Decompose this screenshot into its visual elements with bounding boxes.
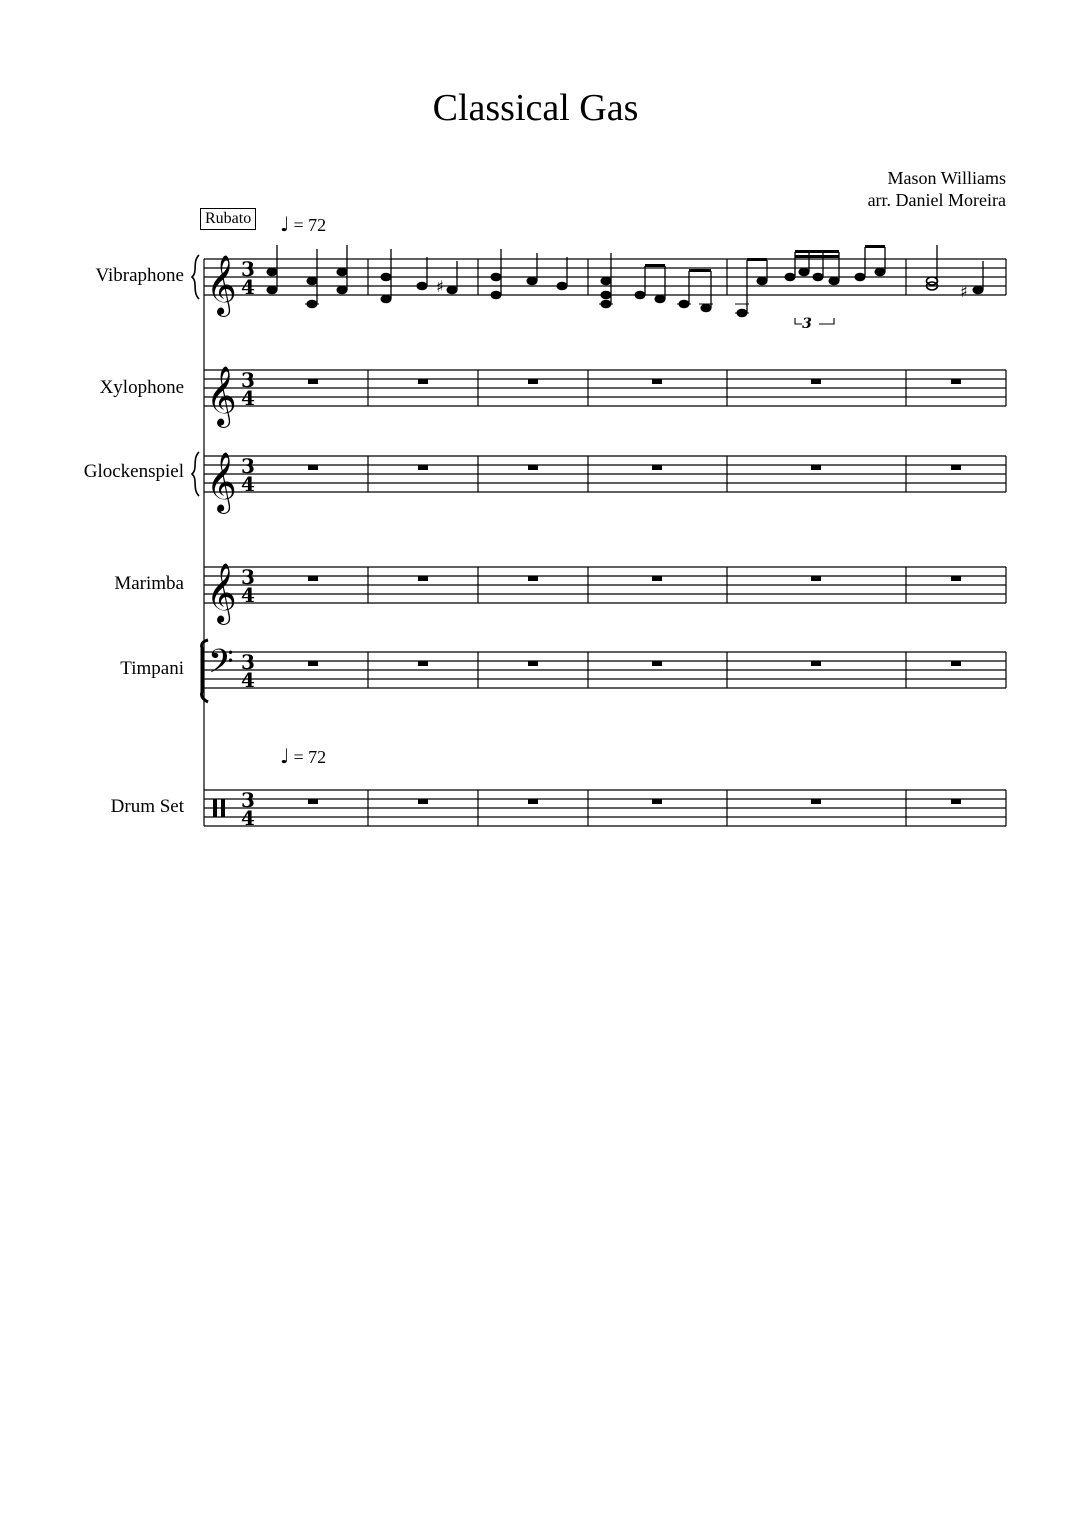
time-sig-top: 3 (241, 565, 255, 589)
staff-marimba (204, 567, 1006, 603)
time-sig-top: 3 (241, 650, 255, 674)
instrument-label-drum-set: Drum Set (110, 796, 184, 817)
score-title: Classical Gas (432, 87, 639, 129)
measure-barlines (368, 259, 1006, 826)
tempo-value: = 72 (293, 747, 327, 767)
treble-clef-icon: 𝄞 (206, 563, 237, 623)
composer-credit: Mason Williams (887, 168, 1006, 188)
time-sig-top: 3 (241, 788, 255, 812)
time-sig-bottom: 4 (241, 472, 255, 496)
time-sig-top: 3 (241, 257, 255, 281)
time-sig-top: 3 (241, 454, 255, 478)
time-sig-top: 3 (241, 368, 255, 392)
arranger-credit: arr. Daniel Moreira (867, 190, 1006, 210)
time-sig-bottom: 4 (241, 275, 255, 299)
instrument-label-marimba: Marimba (114, 573, 184, 594)
tempo-value: = 72 (293, 215, 327, 235)
staff-glockenspiel (204, 456, 1006, 492)
instrument-label-xylophone: Xylophone (99, 377, 184, 398)
treble-clef-icon: 𝄞 (206, 452, 237, 512)
staff-drum-set (204, 790, 1006, 826)
treble-clef-icon: 𝄞 (206, 366, 237, 426)
staff-timpani (204, 652, 1006, 688)
instrument-label-vibraphone: Vibraphone (95, 265, 184, 286)
time-sig-bottom: 4 (241, 386, 255, 410)
brace-icon (192, 255, 199, 299)
quarter-note-icon: ♩ (280, 744, 290, 768)
time-sig-bottom: 4 (241, 668, 255, 692)
brace-icon (192, 452, 199, 496)
time-sig-bottom: 4 (241, 583, 255, 607)
bass-clef-icon: 𝄢 (208, 643, 234, 689)
svg-text:♯: ♯ (960, 282, 968, 301)
rubato-marking: Rubato (200, 208, 256, 230)
percussion-clef-icon (213, 799, 217, 817)
staff-xylophone (204, 370, 1006, 406)
quarter-note-icon: ♩ (280, 212, 290, 236)
svg-text:♯: ♯ (436, 277, 444, 296)
treble-clef-icon: 𝄞 (206, 255, 237, 315)
vibraphone-notes (267, 245, 983, 324)
time-sig-bottom: 4 (241, 806, 255, 830)
instrument-label-glockenspiel: Glockenspiel (83, 461, 184, 482)
instrument-label-timpani: Timpani (120, 658, 184, 679)
triplet-number: 3 (802, 316, 812, 332)
measure-rests (308, 379, 961, 804)
